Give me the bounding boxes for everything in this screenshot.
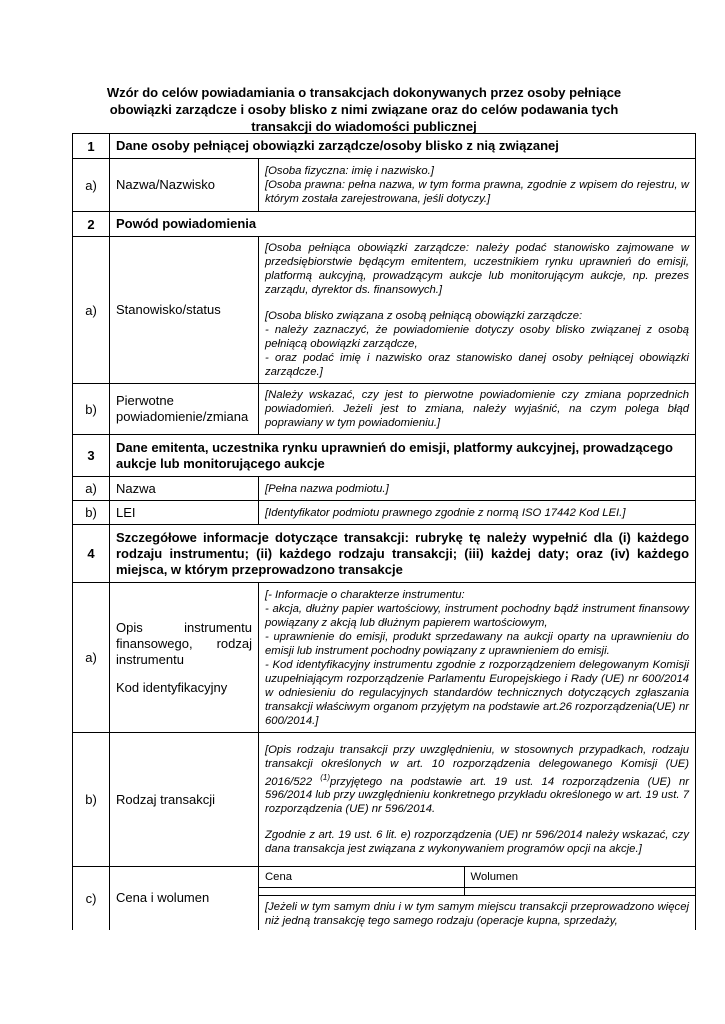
value-line xyxy=(265,743,689,817)
price-cell xyxy=(259,887,464,895)
section-number: 3 xyxy=(73,435,110,477)
value-text: [Opis rodzaju transakcji przy uwzględnieniu, w stosownych przypadkach, rodzaju transakcji określonych w art. 10 rozporządzenia delegowanego Komisji (UE) 2016/522 xyxy=(265,743,690,788)
value-line: [Osoba blisko związana z osobą pełniącą obowiązki zarządcze: xyxy=(265,310,583,322)
row-label: Nazwa xyxy=(110,477,259,501)
row-1a-name xyxy=(73,159,696,212)
row-4a-instrument xyxy=(73,583,696,733)
row-value: [Pełna nazwa podmiotu.] xyxy=(259,477,696,501)
row-value xyxy=(259,583,696,733)
value-text: przyjętego na podstawie art. 19 ust. 14 rozporządzenia (UE) nr 596/2014 lub przy uwzględnieniu konkretnego przykładu określonego w art. 19 ust. 7 rozporządzenia (UE) nr 596/2014. xyxy=(265,775,690,816)
row-value-text: [Jeżeli w tym samym dniu i w tym samym miejscu transakcji przeprowadzono więcej niż jedną transakcję tego samego rodzaju (operacje kupna, sprzedaży, xyxy=(265,900,690,927)
row-label: Nazwa/Nazwisko xyxy=(110,159,259,212)
row-letter: b) xyxy=(73,733,110,867)
instrument-label: Opis instrumentu finansowego, rodzaj instrumentu xyxy=(116,619,252,667)
value-line: - uprawnienie do emisji, produkt sprzedawany na aukcji oparty na uprawnieniu do emisji lub instrument pochodny powiązany z uprawnieniem do emisji. xyxy=(265,630,690,657)
row-label: Pierwotne powiadomienie/zmiana xyxy=(110,384,259,435)
row-label: LEI xyxy=(110,501,259,525)
value-line: - należy zaznaczyć, że powiadomienie dotyczy osoby blisko związanej z osobą pełniącą obowiązki zarządcze, xyxy=(265,324,690,350)
value-line: - oraz podać imię i nazwisko oraz stanowisko danej osoby pełniącej obowiązki zarządcze.] xyxy=(265,352,690,378)
row-letter: b) xyxy=(73,384,110,435)
row-letter: b) xyxy=(73,501,110,525)
row-letter: a) xyxy=(73,477,110,501)
row-label xyxy=(110,583,259,733)
row-2a-position xyxy=(73,237,696,384)
value-line: - akcja, dłużny papier wartościowy, instrument pochodny bądź instrument finansowy powiązany z akcją lub dłużnym papierem wartościowym, xyxy=(265,602,690,629)
value-line: [Osoba fizyczna: imię i nazwisko.] xyxy=(265,165,434,177)
value-line: - Kod identyfikacyjny instrumentu zgodnie z rozporządzeniem delegowanym Komisji uzupełniającym rozporządzenie Parlamentu Europejskiego i Rady (UE) nr 600/2014 w odniesieniu do regulacyjnych standardów technicznych dotyczących zgłaszania transakcji właściwym organom przyjętym na podstawie art.26 rozporządzenia(UE) nr 600/2014.] xyxy=(265,658,690,727)
volume-cell xyxy=(464,887,695,895)
section-number: 4 xyxy=(73,525,110,583)
section-4-header xyxy=(73,525,696,583)
section-number: 1 xyxy=(73,134,110,159)
row-letter: a) xyxy=(73,583,110,733)
row-letter: c) xyxy=(73,867,110,930)
section-title: Dane emitenta, uczestnika rynku uprawnień do emisji, platformy aukcyjnej, prowadzącego aukcje lub monitorującego aukcje xyxy=(110,435,696,477)
notification-form-table xyxy=(72,133,696,930)
price-column-header: Cena xyxy=(259,867,464,887)
row-4b-transaction-type xyxy=(73,733,696,867)
identification-code-label: Kod identyfikacyjny xyxy=(116,679,228,695)
row-2b-initial-notification xyxy=(73,384,696,435)
section-title: Powód powiadomienia xyxy=(110,212,696,237)
row-3b-lei xyxy=(73,501,696,525)
section-3-header xyxy=(73,435,696,477)
row-3a-name xyxy=(73,477,696,501)
row-label: Rodzaj transakcji xyxy=(110,733,259,867)
row-letter: a) xyxy=(73,159,110,212)
row-value: [Należy wskazać, czy jest to pierwotne powiadomienie czy zmiana poprzednich powiadomień. Jeżeli jest to zmiana, należy wyjaśnić, na czym polega błąd poprawiany w tym powiadomieniu.] xyxy=(259,384,696,435)
section-2-header xyxy=(73,212,696,237)
row-value xyxy=(259,867,696,930)
section-title: Dane osoby pełniącej obowiązki zarządcze/osoby blisko z nią związanej xyxy=(110,134,696,159)
row-label: Cena i wolumen xyxy=(110,867,259,930)
row-value: [Identyfikator podmiotu prawnego zgodnie z normą ISO 17442 Kod LEI.] xyxy=(259,501,696,525)
value-line: [Osoba pełniąca obowiązki zarządcze: należy podać stanowisko zajmowane w przedsiębiorstwie będącym emitentem, uczestnikiem rynku uprawnień do emisji, platformą aukcyjną, prowadzącym aukcje lub monitorującym aukcje, np. prezes zarządu, dyrektor ds. finansowych.] xyxy=(265,242,690,296)
row-4c-price-volume xyxy=(73,867,696,930)
row-value xyxy=(259,733,696,867)
section-1-header xyxy=(73,134,696,159)
row-value xyxy=(259,159,696,212)
volume-column-header: Wolumen xyxy=(464,867,695,887)
value-line: Zgodnie z art. 19 ust. 6 lit. e) rozporządzenia (UE) nr 596/2014 należy wskazać, czy dana transakcja jest związana z wykonywaniem programów opcji na akcje.] xyxy=(265,829,690,856)
value-line: [Osoba prawna: pełna nazwa, w tym forma prawna, zgodnie z wpisem do rejestru, w którym została zarejestrowana, jeśli dotyczy.] xyxy=(265,179,690,205)
footnote-ref: (1) xyxy=(320,772,331,782)
row-letter: a) xyxy=(73,237,110,384)
row-label: Stanowisko/status xyxy=(110,237,259,384)
document-title: Wzór do celów powiadamiania o transakcjach dokonywanych przez osoby pełniące obowiązki zarządcze i osoby blisko z nimi związane oraz do celów podawania tych transakcji do wiadomości publicznej xyxy=(106,85,622,134)
section-title: Szczegółowe informacje dotyczące transakcji: rubrykę tę należy wypełnić dla (i) każdego rodzaju instrumentu; (ii) każdego rodzaju transakcji; (iii) każdej daty; oraz (iv) każdego miejsca, w którym przeprowadzono transakcje xyxy=(110,525,696,583)
price-volume-table xyxy=(259,867,695,896)
row-value xyxy=(259,237,696,384)
value-line: [- Informacje o charakterze instrumentu: xyxy=(265,588,465,601)
section-number: 2 xyxy=(73,212,110,237)
